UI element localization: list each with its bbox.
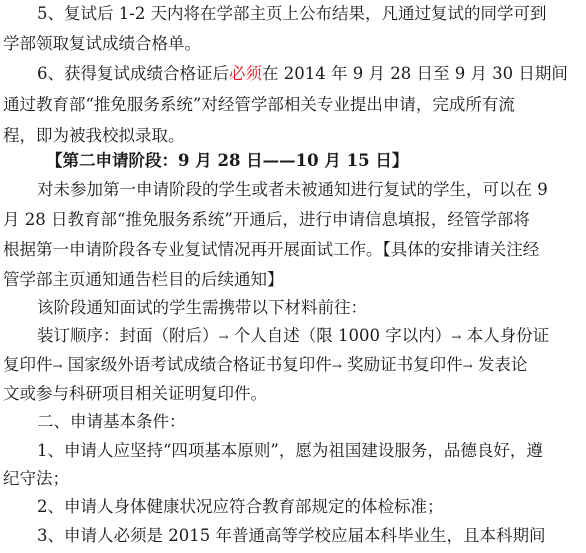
item5-line2: 学部领取复试成绩合格单。	[3, 34, 201, 53]
arrow-icon: →	[52, 359, 63, 373]
item5-line1: 5、复试后 1-2 天内将在学部主页上公布结果，凡通过复试的同学可到	[37, 4, 547, 23]
stage2-para-line2: 月 28 日教育部“推免服务系统”开通后，进行申请信息填报，经管学部将	[3, 210, 530, 229]
materials-intro: 该阶段通知面试的学生需携带以下材料前往：	[37, 298, 367, 317]
order-line1-part3: 本人身份证	[461, 326, 550, 345]
condition1-line1: 1、申请人应坚持“四项基本原则”，愿为祖国建设服务，品德良好，遵	[37, 441, 543, 460]
stage2-para-line3: 根据第一申请阶段各专业复试情况再开展面试工作。【具体的安排请关注经	[3, 240, 540, 259]
must-highlight: 必须	[229, 64, 262, 83]
item6-line1	[37, 64, 568, 86]
condition1-line2: 纪守法；	[3, 469, 69, 488]
order-line1-part1: 装订顺序：封面（附后）	[37, 326, 219, 345]
arrow-icon: →	[462, 359, 473, 373]
item6-line3: 程，即为被我校拟录取。	[3, 126, 185, 145]
stage2-heading: 【第二申请阶段：9 月 28 日——10 月 15 日】	[46, 151, 409, 170]
arrow-icon: →	[451, 330, 462, 344]
item6-line2: 通过教育部“推免服务系统”对经管学部相关专业提出申请，完成所有流	[3, 95, 515, 114]
order-line3: 文或参与科研项目相关证明复印件。	[3, 384, 267, 403]
item6-line1-after: 在 2014 年 9 月 28 日至 9 月 30 日期间	[262, 64, 568, 83]
order-line2-part2: 国家级外语考试成绩合格证书复印件	[62, 355, 332, 374]
conditions-heading: 二、申请基本条件：	[37, 412, 186, 431]
arrow-icon: →	[331, 359, 342, 373]
order-line2-part3: 奖励证书复印件	[341, 355, 463, 374]
stage2-para-line1: 对未参加第一申请阶段的学生或者未被通知进行复试的学生，可以在 9	[37, 180, 548, 199]
order-line1-part2: 个人自述（限 1000 字以内）	[228, 326, 452, 345]
order-line1	[37, 326, 549, 348]
condition3-line1: 3、申请人必须是 2015 年普通高等学校应届本科毕业生，且本科期间	[37, 526, 546, 545]
order-line2-part1: 复印件	[3, 355, 53, 374]
stage2-para-line4: 管学部主页通知通告栏目的后续通知】	[3, 270, 284, 289]
arrow-icon: →	[218, 330, 229, 344]
order-line2	[3, 355, 527, 377]
condition2: 2、申请人身体健康状况应符合教育部规定的体检标准；	[37, 497, 444, 516]
order-line2-part4: 发表论	[472, 355, 528, 374]
item6-line1-before: 6、获得复试成绩合格证后	[37, 64, 229, 83]
